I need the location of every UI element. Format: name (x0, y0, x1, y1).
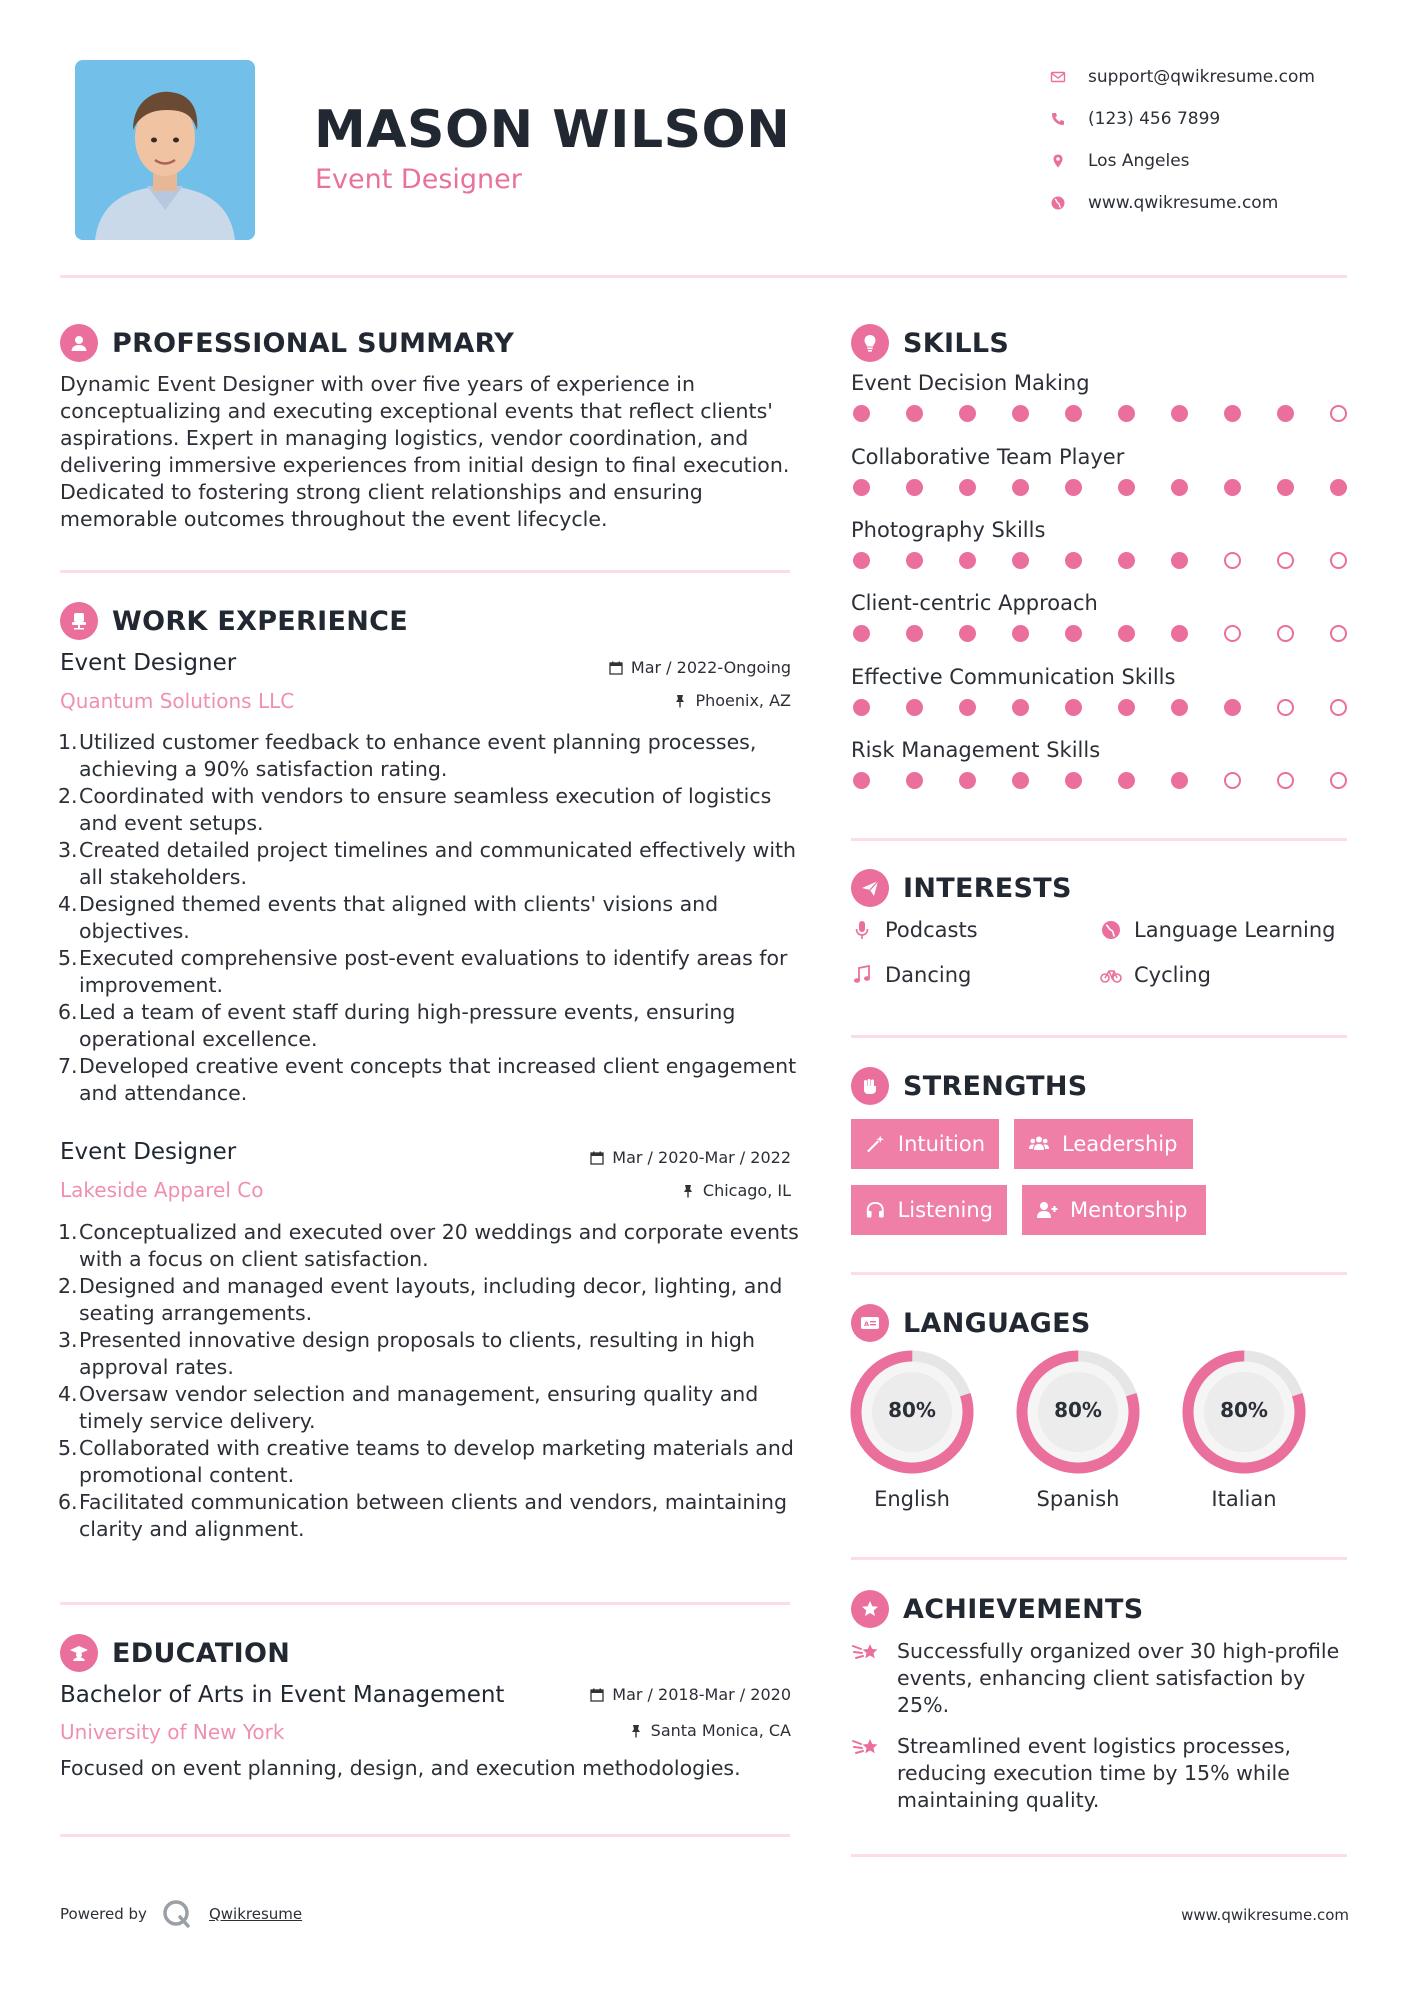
job-1-bullets (60, 729, 800, 1107)
footer-powered-by (60, 1898, 302, 1930)
music-note-icon (851, 964, 873, 986)
skill-name: Client-centric Approach (851, 591, 1098, 615)
skill-item (851, 591, 1351, 647)
rating-dot-empty (1224, 625, 1241, 642)
shooting-star-icon (851, 1733, 883, 1763)
list-item: 4. Designed themed events that aligned with clients' visions and objectives. (58, 892, 719, 943)
lightbulb-icon (859, 332, 881, 354)
rating-dot-filled (959, 772, 976, 789)
globe-icon (1100, 919, 1122, 941)
rating-dot-empty (1224, 772, 1241, 789)
job-1-company: Quantum Solutions LLC (60, 689, 295, 713)
achievements-divider (851, 1854, 1347, 1857)
rating-dot-filled (1012, 405, 1029, 422)
interest-language-learning: Language Learning (1100, 918, 1335, 942)
fist-icon (859, 1075, 881, 1097)
education-title: EDUCATION (112, 1637, 291, 1669)
education-heading (60, 1634, 290, 1672)
bicycle-icon (1100, 964, 1122, 986)
skill-name: Photography Skills (851, 518, 1046, 542)
language-name: Spanish (1036, 1487, 1120, 1511)
list-item: 5. Executed comprehensive post-event evaluations to identify areas for improvement. (58, 946, 788, 997)
rating-dot-filled (1224, 699, 1241, 716)
education-school: University of New York (60, 1720, 285, 1744)
summary-heading (60, 324, 514, 362)
achievements-title: ACHIEVEMENTS (903, 1593, 1144, 1625)
experience-divider (60, 1602, 790, 1605)
svg-text:A: A (864, 1320, 870, 1329)
rating-dot-filled (1171, 625, 1188, 642)
contact-phone-text: (123) 456 7899 (1088, 109, 1221, 129)
rating-dot-filled (1171, 405, 1188, 422)
rating-dot-empty (1277, 772, 1294, 789)
rating-dot-filled (1277, 405, 1294, 422)
rating-dot-filled (1065, 625, 1082, 642)
strengths-title: STRENGTHS (903, 1070, 1088, 1102)
language-name: Italian (1211, 1487, 1277, 1511)
skill-name: Risk Management Skills (851, 738, 1101, 762)
rating-dot-filled (1065, 405, 1082, 422)
list-item: 5. Collaborated with creative teams to develop marketing materials and promotional content. (58, 1436, 794, 1487)
rating-dot-filled (1012, 479, 1029, 496)
experience-title: WORK EXPERIENCE (112, 605, 408, 637)
job-1-title: Event Designer (60, 650, 237, 676)
rating-dot-filled (959, 699, 976, 716)
rating-dot-filled (906, 699, 923, 716)
rating-dot-filled (1171, 699, 1188, 716)
rating-dot-filled (1118, 772, 1135, 789)
rating-dot-filled (1118, 405, 1135, 422)
rating-dot-empty (1224, 552, 1241, 569)
rating-dot-filled (1330, 479, 1347, 496)
interest-podcasts: Podcasts (851, 918, 978, 942)
achievement-item (851, 1638, 1361, 1719)
interests-heading (851, 869, 1072, 907)
summary-divider (60, 570, 790, 573)
list-item: 6. Facilitated communication between clients and vendors, maintaining clarity and alignment. (58, 1490, 788, 1541)
rating-dot-filled (1224, 479, 1241, 496)
list-item: 2. Designed and managed event layouts, including decor, lighting, and seating arrangements. (58, 1274, 783, 1325)
headphones-icon (865, 1199, 886, 1221)
rating-dot-filled (853, 772, 870, 789)
rating-dot-filled (1065, 772, 1082, 789)
skill-item (851, 371, 1351, 427)
header-divider (60, 275, 1347, 278)
candidate-name: MASON WILSON (314, 100, 791, 160)
rating-dot-empty (1330, 405, 1347, 422)
rating-dot-filled (853, 625, 870, 642)
rating-dot-filled (906, 625, 923, 642)
achievement-text: Successfully organized over 30 high-profile events, enhancing client satisfaction by 25%. (897, 1639, 1340, 1717)
pushpin-icon (681, 1184, 695, 1198)
user-plus-icon (1036, 1199, 1058, 1221)
list-item: 4. Oversaw vendor selection and management, ensuring quality and timely service delivery. (58, 1382, 759, 1433)
strengths-heading (851, 1067, 1088, 1105)
rating-dot-filled (959, 405, 976, 422)
powered-by-label: Powered by (60, 1905, 147, 1923)
calendar-icon (590, 1688, 604, 1702)
skill-name: Collaborative Team Player (851, 445, 1125, 469)
rating-dot-filled (1277, 479, 1294, 496)
rating-dot-filled (1171, 552, 1188, 569)
language-card-icon (859, 1312, 881, 1334)
contact-website[interactable] (1050, 182, 1380, 224)
achievements-heading (851, 1590, 1144, 1628)
skill-name: Event Decision Making (851, 371, 1090, 395)
education-divider (60, 1834, 790, 1837)
rating-dot-empty (1277, 552, 1294, 569)
job-2-title: Event Designer (60, 1139, 237, 1165)
microphone-icon (851, 919, 873, 941)
rating-dot-filled (906, 405, 923, 422)
language-percent: 80% (1054, 1398, 1102, 1422)
rating-dot-filled (959, 552, 976, 569)
rating-dot-filled (1118, 479, 1135, 496)
rating-dot-filled (1118, 552, 1135, 569)
skill-rating (851, 479, 1351, 501)
strength-chip-intuition: Intuition (851, 1119, 999, 1169)
star-badge-icon (859, 1598, 881, 1620)
list-item: 2. Coordinated with vendors to ensure seamless execution of logistics and event setups. (58, 784, 772, 835)
calendar-icon (590, 1151, 604, 1165)
rating-dot-filled (853, 552, 870, 569)
rating-dot-empty (1330, 772, 1347, 789)
skill-item (851, 738, 1351, 794)
rating-dot-empty (1277, 699, 1294, 716)
rating-dot-filled (1012, 625, 1029, 642)
job-1-date: Mar / 2022-Ongoing (609, 658, 791, 677)
job-1-location: Phoenix, AZ (673, 691, 791, 710)
paper-plane-icon (859, 877, 881, 899)
rating-dot-filled (1171, 479, 1188, 496)
summary-title: PROFESSIONAL SUMMARY (112, 327, 515, 359)
language-ring-spanish (1016, 1350, 1140, 1474)
phone-icon (1050, 111, 1066, 127)
graduate-icon (68, 1642, 90, 1664)
skill-item (851, 445, 1351, 501)
rating-dot-filled (1012, 552, 1029, 569)
contact-email-text: support@qwikresume.com (1088, 67, 1315, 87)
achievement-text: Streamlined event logistics processes, reducing execution time by 15% while maintaining quality. (897, 1734, 1292, 1812)
language-percent: 80% (1220, 1398, 1268, 1422)
skills-heading (851, 324, 1009, 362)
experience-heading (60, 602, 408, 640)
languages-title: LANGUAGES (903, 1307, 1091, 1339)
contact-location-text: Los Angeles (1088, 151, 1190, 171)
rating-dot-filled (1065, 699, 1082, 716)
rating-dot-filled (1224, 405, 1241, 422)
rating-dot-filled (1065, 479, 1082, 496)
rating-dot-empty (1277, 625, 1294, 642)
globe-icon (1050, 195, 1066, 211)
languages-heading (851, 1304, 1091, 1342)
job-2-bullets (60, 1219, 800, 1543)
skill-rating (851, 625, 1351, 647)
rating-dot-filled (1171, 772, 1188, 789)
list-item: 3. Presented innovative design proposals to clients, resulting in high approval rates. (58, 1328, 755, 1379)
candidate-role: Event Designer (315, 164, 522, 195)
languages-divider (851, 1557, 1347, 1560)
education-date: Mar / 2018-Mar / 2020 (590, 1685, 791, 1704)
language-name: English (874, 1487, 950, 1511)
list-item: 1. Conceptualized and executed over 20 weddings and corporate events with a focus on client satisfaction. (58, 1220, 799, 1271)
language-ring-italian (1182, 1350, 1306, 1474)
language-ring-english (850, 1350, 974, 1474)
rating-dot-filled (1012, 699, 1029, 716)
skill-rating (851, 772, 1351, 794)
interests-title: INTERESTS (903, 872, 1072, 904)
rating-dot-empty (1330, 552, 1347, 569)
rating-dot-empty (1330, 625, 1347, 642)
education-location: Santa Monica, CA (629, 1721, 791, 1740)
strength-chip-leadership: Leadership (1014, 1119, 1193, 1169)
users-icon (1028, 1133, 1050, 1155)
shooting-star-icon (851, 1638, 883, 1668)
briefcase-chair-icon (68, 610, 90, 632)
list-item: 3. Created detailed project timelines and communicated effectively with all stakeholders. (58, 838, 797, 889)
location-pin-icon (1050, 153, 1066, 169)
interest-dancing: Dancing (851, 963, 971, 987)
skills-title: SKILLS (903, 327, 1010, 359)
summary-text: Dynamic Event Designer with over five years of experience in conceptualizing and executing exceptional events that reflect clients' aspirations. Expert in managing logistics, vendor coordination, and delivering immersive experiences from initial design to final execution. Dedicated to fostering strong client relationships and ensuring memorable outcomes throughout the event lifecycle. (60, 372, 790, 531)
skill-rating (851, 405, 1351, 427)
magic-wand-icon (865, 1133, 886, 1155)
skill-rating (851, 699, 1351, 721)
contact-list (1050, 56, 1380, 224)
rating-dot-filled (853, 405, 870, 422)
skill-item (851, 518, 1351, 574)
list-item: 7. Developed creative event concepts that increased client engagement and attendance. (58, 1054, 797, 1105)
rating-dot-filled (1118, 625, 1135, 642)
qwikresume-logo-icon (161, 1898, 193, 1930)
user-icon (68, 332, 90, 354)
interests-divider (851, 1035, 1347, 1038)
interest-cycling: Cycling (1100, 963, 1211, 987)
contact-location (1050, 140, 1380, 182)
strength-chip-mentorship: Mentorship (1022, 1185, 1206, 1235)
email-icon (1050, 69, 1066, 85)
education-degree: Bachelor of Arts in Event Management (60, 1682, 505, 1708)
language-percent: 80% (888, 1398, 936, 1422)
calendar-icon (609, 661, 623, 675)
contact-website-text: www.qwikresume.com (1088, 193, 1279, 213)
list-item: 6. Led a team of event staff during high-pressure events, ensuring operational excellence. (58, 1000, 736, 1051)
pushpin-icon (629, 1724, 643, 1738)
skills-divider (851, 838, 1347, 841)
strength-chip-listening: Listening (851, 1185, 1007, 1235)
rating-dot-filled (959, 479, 976, 496)
skill-rating (851, 552, 1351, 574)
strengths-divider (851, 1272, 1347, 1275)
job-2-date: Mar / 2020-Mar / 2022 (590, 1148, 791, 1167)
footer-website[interactable]: www.qwikresume.com (1181, 1906, 1349, 1924)
rating-dot-filled (1118, 699, 1135, 716)
contact-phone[interactable] (1050, 98, 1380, 140)
profile-photo (75, 60, 255, 240)
skill-name: Effective Communication Skills (851, 665, 1176, 689)
rating-dot-filled (906, 479, 923, 496)
rating-dot-filled (1012, 772, 1029, 789)
rating-dot-filled (906, 552, 923, 569)
list-item: 1. Utilized customer feedback to enhance event planning processes, achieving a 90% satisfaction rating. (58, 730, 757, 781)
rating-dot-filled (959, 625, 976, 642)
job-2-company: Lakeside Apparel Co (60, 1178, 264, 1202)
rating-dot-filled (853, 699, 870, 716)
rating-dot-empty (1330, 699, 1347, 716)
rating-dot-filled (853, 479, 870, 496)
rating-dot-filled (906, 772, 923, 789)
pushpin-icon (673, 694, 687, 708)
job-2-location: Chicago, IL (681, 1181, 791, 1200)
rating-dot-filled (1065, 552, 1082, 569)
education-description: Focused on event planning, design, and execution methodologies. (60, 1756, 741, 1780)
achievement-item (851, 1733, 1361, 1814)
contact-email[interactable] (1050, 56, 1380, 98)
qwikresume-link[interactable]: Qwikresume (208, 1905, 303, 1923)
skill-item (851, 665, 1351, 721)
